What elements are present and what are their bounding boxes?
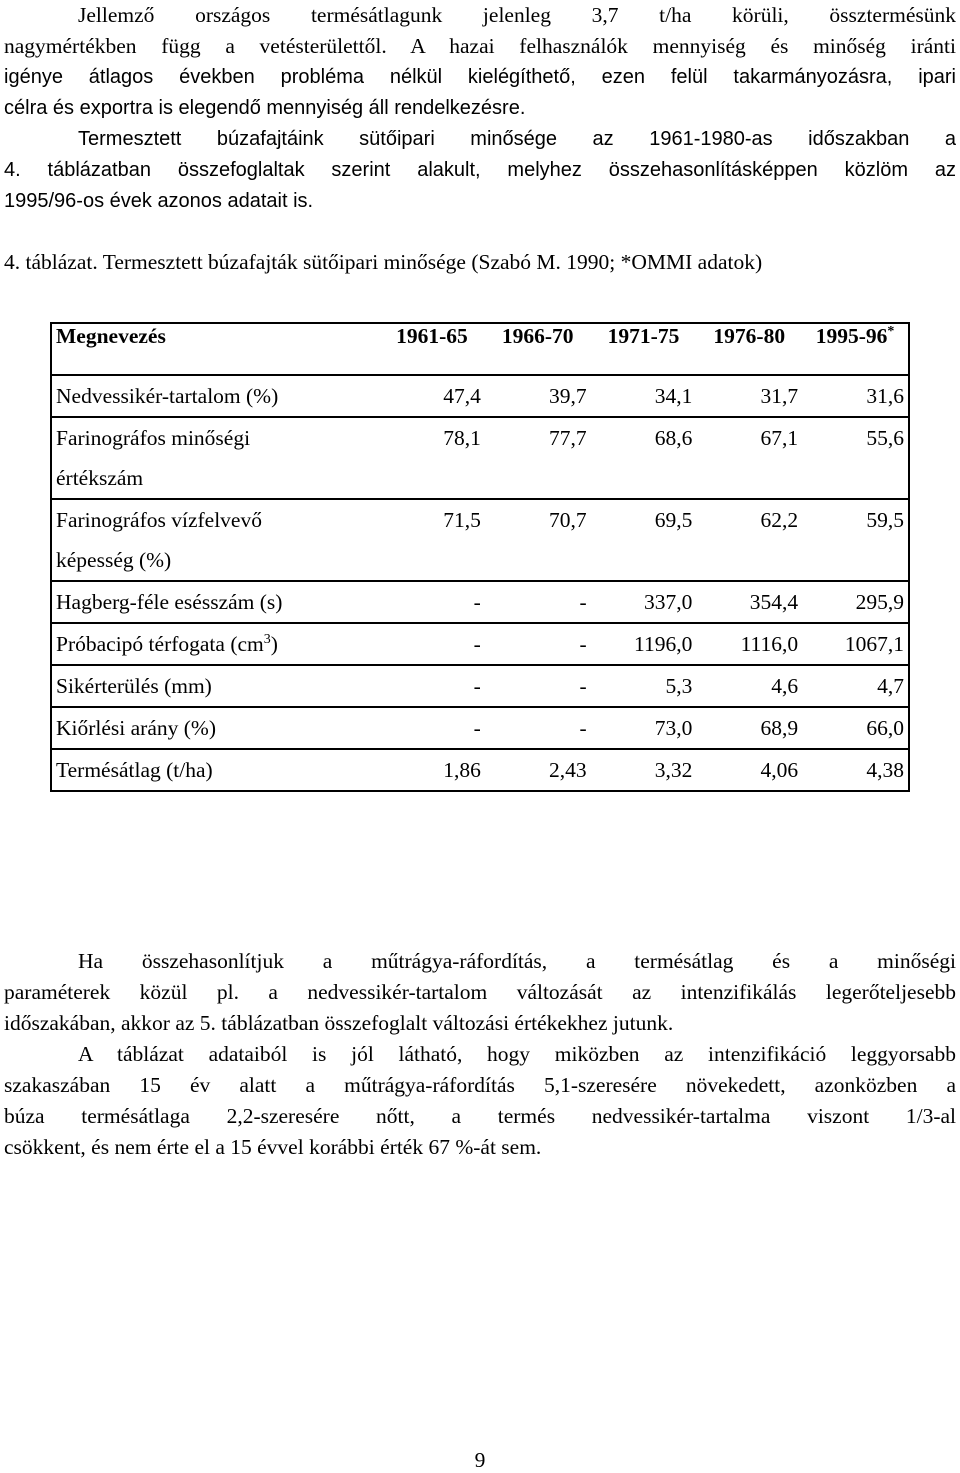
cell-value: 1067,1 <box>802 623 909 665</box>
header-year-2: 1966-70 <box>485 323 591 375</box>
cell-value: 337,0 <box>591 581 697 623</box>
cell-value: 3,32 <box>654 758 693 782</box>
cell-value: 4,38 <box>866 758 904 782</box>
cell-value: 62,2 <box>696 499 802 581</box>
cell-value: - <box>379 623 485 665</box>
row-name: Nedvessikér-tartalom (%) <box>51 375 379 417</box>
paragraph-3-line-1: Ha összehasonlítjuk a műtrágya-ráfordítás, a termésátlag és a minőségi <box>78 949 956 973</box>
cell-value: 73,0 <box>591 707 697 749</box>
paragraph-4-line-3: búza termésátlaga 2,2-szeresére nőtt, a termés nedvessikér-tartalma viszont 1/3-al <box>4 1104 956 1128</box>
paragraph-4-line-4: csökkent, és nem érte el a 15 évvel korábbi érték 67 %-át sem. <box>4 1135 542 1159</box>
paragraph-1-line-3: igénye átlagos években probléma nélkül kielégíthető, ezen felül takarmányozásra, ipari <box>4 66 956 88</box>
cell-value: - <box>379 707 485 749</box>
header-year-1: 1961-65 <box>379 323 485 375</box>
table-row <box>51 665 909 707</box>
table-row <box>51 375 909 417</box>
cell-value: 34,1 <box>591 375 697 417</box>
paragraph-4 <box>4 1039 956 1163</box>
cell-value: 31,7 <box>696 375 802 417</box>
table-caption: 4. táblázat. Termesztett búzafajták sütőipari minősége (Szabó M. 1990; *OMMI adatok) <box>4 250 763 274</box>
row-name: Hagberg-féle esésszám (s) <box>51 581 379 623</box>
cell-value: - <box>379 665 485 707</box>
cell-value: 5,3 <box>591 665 697 707</box>
cell-value: 1196,0 <box>591 623 697 665</box>
header-asterisk: * <box>887 323 895 339</box>
cell-value: 354,4 <box>696 581 802 623</box>
table-row <box>51 623 909 665</box>
page-number: 9 <box>474 1448 486 1472</box>
paragraph-3-line-3: időszakában, akkor az 5. táblázatban összefoglalt változási értékekhez jutunk. <box>4 1011 674 1035</box>
paragraph-2-line-3: 1995/96-os évek azonos adatait is. <box>4 190 314 212</box>
cell-value: - <box>485 623 591 665</box>
row-name: Kiőrlési arány (%) <box>51 707 379 749</box>
cell-value: 4,7 <box>802 665 909 707</box>
cell-value: 4,06 <box>760 758 799 782</box>
cell-value: 31,6 <box>802 375 909 417</box>
table-row <box>51 581 909 623</box>
cell-value: - <box>379 581 485 623</box>
paragraph-1-line-1: Jellemző országos termésátlagunk jelenleg 3,7 t/ha körüli, össztermésünk <box>78 3 956 27</box>
paragraph-3 <box>4 946 956 1039</box>
cell-value: 1116,0 <box>696 623 802 665</box>
header-year-3: 1971-75 <box>591 323 697 375</box>
paragraph-3-line-2: paraméterek közül pl. a nedvessikér-tartalom változását az intenzifikálás legerőteljesebb <box>4 980 956 1004</box>
cell-value: 68,6 <box>591 417 697 499</box>
quality-table <box>50 322 910 792</box>
table-row <box>51 499 909 581</box>
cell-value: 77,7 <box>485 417 591 499</box>
cell-value: 68,9 <box>696 707 802 749</box>
cell-value: 67,1 <box>696 417 802 499</box>
paragraph-2-line-2: 4. táblázatban összefoglaltak szerint alakult, melyhez összehasonlításképpen közlöm az <box>4 159 956 181</box>
row-name: Farinográfos minőségi értékszám <box>51 417 379 499</box>
table-row <box>51 417 909 499</box>
cell-value: 66,0 <box>802 707 909 749</box>
cell-value: 59,5 <box>802 499 909 581</box>
cell-value: 78,1 <box>379 417 485 499</box>
table-row <box>51 707 909 749</box>
table-header-row <box>51 323 909 375</box>
cell-value: 55,6 <box>802 417 909 499</box>
paragraph-1-line-4: célra és exportra is elegendő mennyiség áll rendelkezésre. <box>4 97 526 119</box>
cell-value: 69,5 <box>591 499 697 581</box>
paragraph-4-line-1: A táblázat adataiból is jól látható, hogy miközben az intenzifikáció leggyorsabb <box>78 1042 956 1066</box>
header-year-4: 1976-80 <box>696 323 802 375</box>
cell-value: - <box>485 707 591 749</box>
table-row <box>51 749 909 791</box>
row-name: Sikérterülés (mm) <box>51 665 379 707</box>
cell-value: 39,7 <box>485 375 591 417</box>
paragraph-4-line-2: szakaszában 15 év alatt a műtrágya-ráfordítás 5,1-szeresére növekedett, azonközben a <box>4 1073 956 1097</box>
row-name: Farinográfos vízfelvevő képesség (%) <box>51 499 379 581</box>
cell-value: 70,7 <box>485 499 591 581</box>
cell-value: - <box>485 665 591 707</box>
paragraph-1-line-2: nagymértékben függ a vetésterülettől. A hazai felhasználók mennyiség és minőség iránti <box>4 34 956 58</box>
paragraph-2-line-1: Termesztett búzafajtáink sütőipari minősége az 1961-1980-as időszakban a <box>78 128 956 150</box>
paragraph-2 <box>4 124 956 217</box>
cell-value: 1,86 <box>443 758 481 782</box>
cell-value: 2,43 <box>548 758 587 782</box>
row-name: Termésátlag (t/ha) <box>56 758 213 782</box>
cell-value: 47,4 <box>379 375 485 417</box>
cell-value: - <box>485 581 591 623</box>
header-name: Megnevezés <box>51 323 379 375</box>
row-name: Próbacipó térfogata $(cm^3)$ <box>51 623 379 665</box>
paragraph-1 <box>4 0 956 124</box>
header-year-5: 1995-96* <box>802 323 909 375</box>
cell-value: 295,9 <box>802 581 909 623</box>
cell-value: 4,6 <box>696 665 802 707</box>
cell-value: 71,5 <box>379 499 485 581</box>
